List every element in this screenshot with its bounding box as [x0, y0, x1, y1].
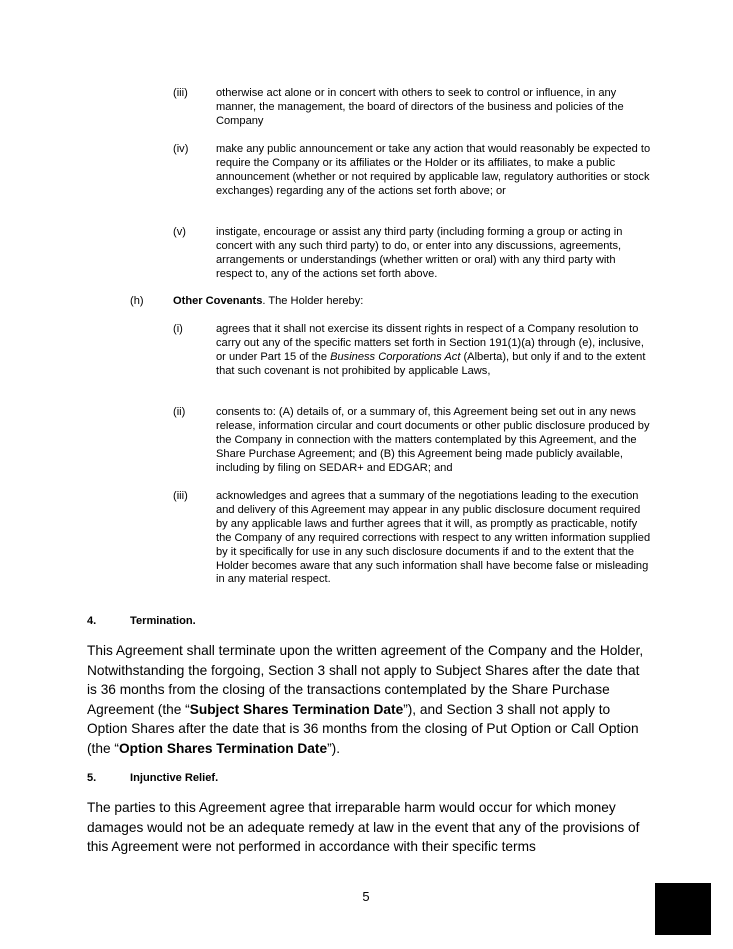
item-text: consents to: (A) details of, or a summary of, this Agreement being set out in any news release, information circular and court documents or other public disclosure produced by the Company in connection with the matters contemplated by this Agreement, and the Share Purchase Agreement; and (B) this Agreement being made publicly available, including by filing on SEDAR+ and EDGAR; and	[216, 406, 650, 474]
section-4-title: Termination.	[130, 615, 196, 627]
section-4-number: 4.	[87, 615, 97, 627]
section-h-number: (h)	[130, 295, 144, 307]
black-box	[655, 883, 711, 935]
section-4-text-3: ”).	[327, 740, 341, 756]
section-4-text-2: ”), and Section 3 shall not apply to Option Shares after the date that is 36 months from the closing of Put Option or Call Option (the “	[87, 701, 639, 756]
section-5-number: 5.	[87, 772, 97, 784]
section-5-title: Injunctive Relief.	[130, 772, 219, 784]
item-number: (iii)	[173, 87, 188, 99]
item-text: instigate, encourage or assist any third party (including forming a group or acting in concert with any such third party) to do, or enter into any discussions, agreements, arrangements or understandings (whether written or oral) with any third party with respect to, any of the actions set forth above.	[216, 226, 623, 280]
item-text: acknowledges and agrees that a summary of the negotiations leading to the execution and delivery of this Agreement may appear in any public disclosure document required by any applicable laws and further agrees that it will, as promptly as practicable, notify the Company of any required corrections with respect to any written information supplied by it specifically for use in any such disclosure documents if and to the extent that the Holder becomes aware that any such information shall have become false or misleading in any material respect.	[216, 490, 651, 586]
item-number: (v)	[173, 226, 186, 238]
item-text: make any public announcement or take any action that would reasonably be expected to require the Company or its affiliates or the Holder or its affiliates, to make a public announcement (whether or not required by applicable law, regulatory authorities or stock exchanges) regarding any of the actions set forth above; or	[216, 143, 651, 197]
section-h-rest: . The Holder hereby:	[262, 295, 364, 307]
section-4-body	[87, 641, 653, 759]
act-name: Business Corporations Act	[330, 350, 461, 363]
defined-term-subject-shares: Subject Shares Termination Date	[189, 701, 404, 717]
item-number: (iv)	[173, 143, 189, 155]
item-text-before: agrees that it shall not exercise its dissent rights in respect of a Company resolution to carry out any of the specific matters set forth in Section 191(1)(a) through (e), inclusive, or under Part 15 of the	[216, 323, 644, 363]
item-text-after: (Alberta), but only if and to the extent that such covenant is not prohibited by applicable Laws,	[216, 350, 646, 377]
item-text: otherwise act alone or in concert with others to seek to control or influence, in any manner, the management, the board of directors of the business and policies of the Company	[216, 87, 624, 127]
section-4-text-1: This Agreement shall terminate upon the written agreement of the Company and the Holder, Notwithstanding the forgoing, Section 3 shall not apply to Subject Shares after the date that is 36 months from the closing of the transactions contemplated by the Share Purchase Agreement (the “	[87, 643, 644, 717]
defined-term-option-shares: Option Shares Termination Date	[118, 740, 328, 756]
section-h-title: Other Covenants	[173, 295, 263, 307]
item-text	[216, 323, 652, 379]
item-number: (ii)	[173, 406, 186, 418]
section-h-heading	[173, 295, 653, 309]
item-number: (iii)	[173, 490, 188, 502]
section-5-body: The parties to this Agreement agree that irreparable harm would occur for which money damages would not be an adequate remedy at law in the event that any of the provisions of this Agreement were not performed in accordance with their specific terms	[87, 800, 640, 855]
page-number: 5	[362, 889, 370, 904]
item-number: (i)	[173, 323, 183, 335]
